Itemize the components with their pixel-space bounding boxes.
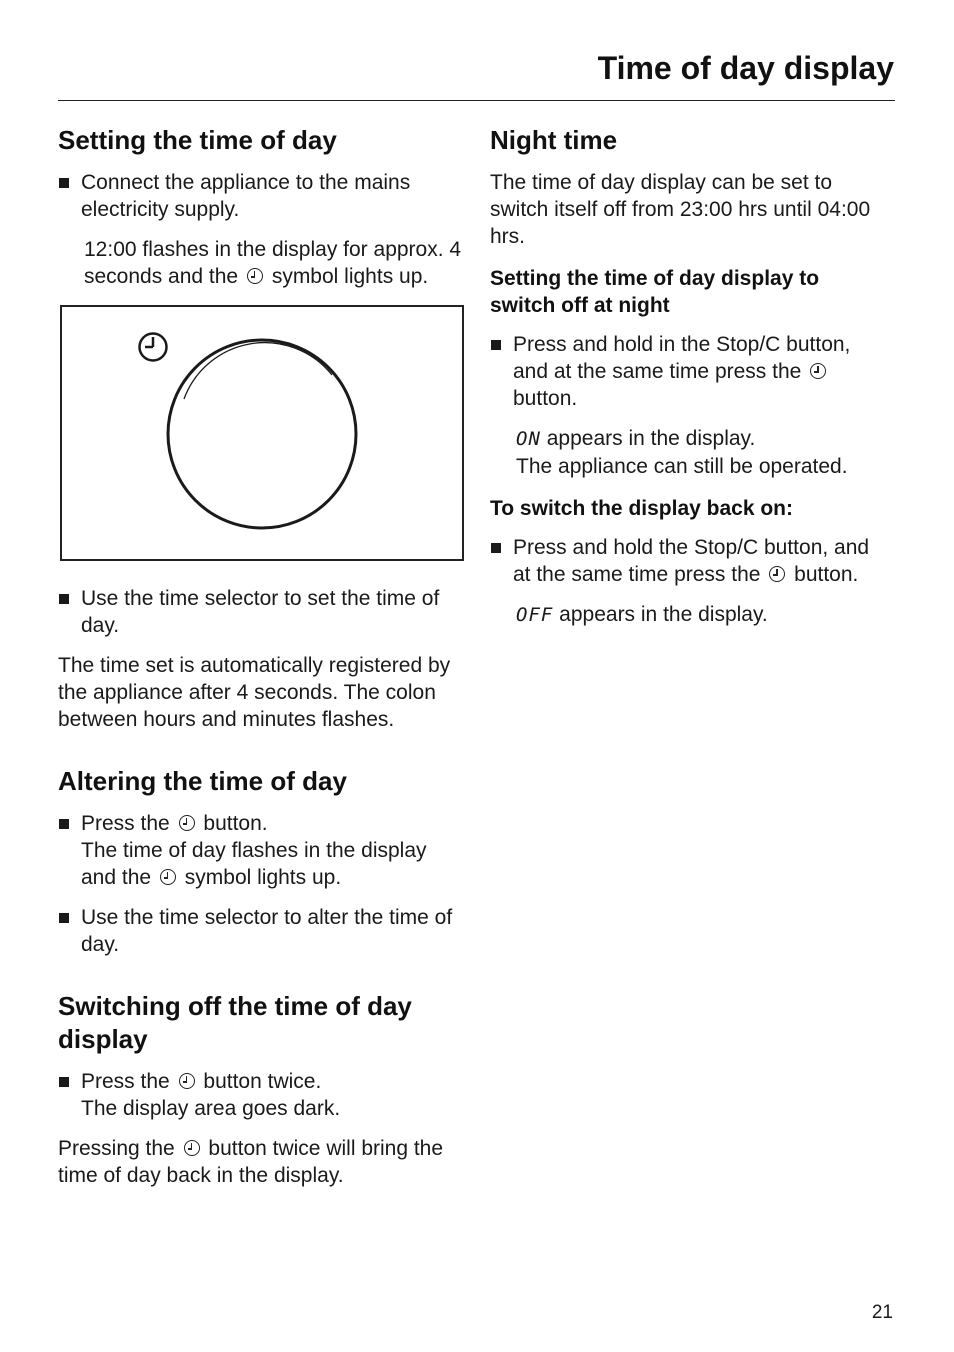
list-item bbox=[58, 169, 463, 223]
time-selector-knob bbox=[168, 340, 356, 528]
setting-bullet-1: Connect the appliance to the mains electricity supply. bbox=[81, 171, 411, 221]
list-item bbox=[58, 1068, 463, 1122]
night-subheading-off: Setting the time of day display to switch off at night bbox=[490, 267, 820, 317]
title-divider bbox=[58, 100, 895, 101]
clock-icon bbox=[247, 268, 263, 284]
switching-off-paragraph: Pressing the button twice will bring the time of day back in the display. bbox=[58, 1137, 444, 1187]
night-heading: Night time bbox=[490, 125, 618, 155]
setting-bullet-2: Use the time selector to set the time of day. bbox=[81, 587, 440, 637]
page-number: 21 bbox=[871, 1302, 893, 1323]
clock-icon bbox=[184, 1140, 200, 1156]
list-item bbox=[490, 331, 890, 412]
list-item bbox=[58, 810, 463, 891]
time-selector-graphic bbox=[62, 307, 462, 559]
night-bullet-1: Press and hold in the Stop/C button, and at the same time press the button. bbox=[513, 333, 851, 410]
clock-icon bbox=[179, 815, 195, 831]
list-item bbox=[58, 904, 463, 958]
altering-bullet-1: Press the button. The time of day flashes in the display and the symbol lights up. bbox=[81, 812, 427, 889]
list-item bbox=[490, 534, 890, 588]
night-paragraph: The time of day display can be set to switch itself off from 23:00 hrs until 04:00 hrs. bbox=[490, 171, 871, 248]
time-selector-illustration bbox=[60, 305, 464, 561]
square-bullet-icon bbox=[59, 178, 69, 188]
square-bullet-icon bbox=[491, 340, 501, 350]
square-bullet-icon bbox=[59, 594, 69, 604]
clock-icon bbox=[810, 363, 826, 379]
display-code-on: ON bbox=[516, 428, 541, 450]
setting-paragraph: The time set is automatically registered by the appliance after 4 seconds. The colon between hours and minutes flashes. bbox=[58, 654, 451, 731]
switching-off-bullet: Press the button twice. The display area goes dark. bbox=[81, 1070, 341, 1120]
list-item bbox=[58, 585, 463, 639]
page-title: Time of day display bbox=[597, 50, 894, 86]
altering-bullet-2: Use the time selector to alter the time of day. bbox=[81, 906, 453, 956]
night-off-note: OFF appears in the display. bbox=[516, 603, 768, 626]
clock-icon bbox=[179, 1073, 195, 1089]
clock-icon bbox=[160, 869, 176, 885]
right-column bbox=[490, 124, 890, 644]
setting-note-text-b: symbol lights up. bbox=[271, 265, 429, 288]
square-bullet-icon bbox=[59, 913, 69, 923]
setting-note-text-a: 12:00 flashes in the display for approx. 4 seconds and the bbox=[84, 238, 462, 288]
setting-heading: Setting the time of day bbox=[58, 125, 337, 155]
night-bullet-2: Press and hold the Stop/C button, and at the same time press the button. bbox=[513, 536, 870, 586]
display-code-off: OFF bbox=[516, 604, 554, 626]
square-bullet-icon bbox=[59, 819, 69, 829]
left-column bbox=[58, 124, 463, 1204]
square-bullet-icon bbox=[491, 543, 501, 553]
square-bullet-icon bbox=[59, 1077, 69, 1087]
night-subheading-on: To switch the display back on: bbox=[490, 497, 793, 520]
clock-icon bbox=[769, 566, 785, 582]
altering-heading: Altering the time of day bbox=[58, 766, 347, 796]
setting-note bbox=[58, 236, 463, 290]
switching-off-heading: Switching off the time of day display bbox=[58, 991, 412, 1054]
night-on-note: ON appears in the display. The appliance can still be operated. bbox=[516, 427, 848, 478]
